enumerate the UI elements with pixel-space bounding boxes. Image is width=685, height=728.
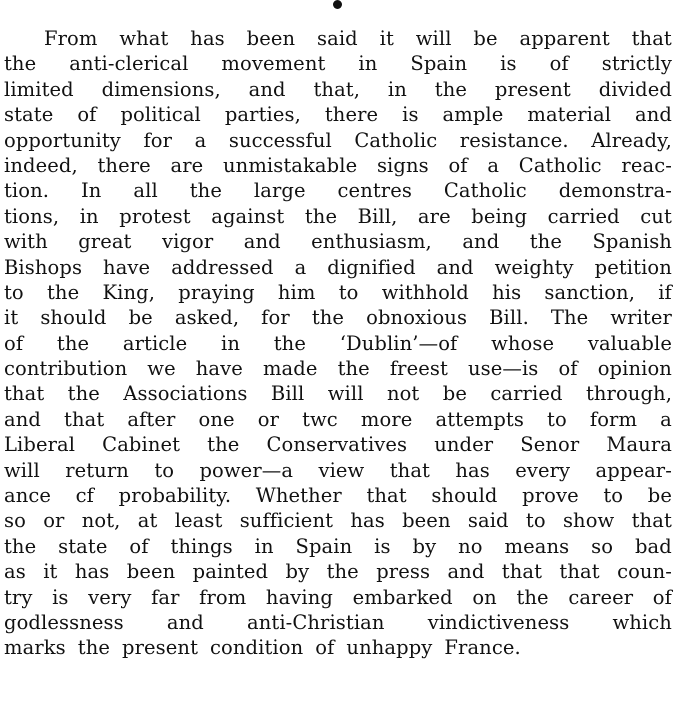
article-line: it should be asked, for the obnoxious Bill. The writer bbox=[4, 306, 672, 330]
article-line: with great vigor and enthusiasm, and the Spanish bbox=[4, 230, 672, 254]
article-line: that the Associations Bill will not be carried through, bbox=[4, 382, 672, 406]
article-line: the state of things in Spain is by no means so bad bbox=[4, 534, 672, 558]
article-line: indeed, there are unmistakable signs of a Catholic reac- bbox=[4, 153, 672, 177]
article-line: godlessness and anti-Christian vindictiveness which bbox=[4, 610, 672, 634]
article-line: Liberal Cabinet the Conservatives under Senor Maura bbox=[4, 433, 672, 457]
article-line: so or not, at least sufficient has been said to show that bbox=[4, 509, 672, 533]
article-line: tions, in protest against the Bill, are being carried cut bbox=[4, 204, 672, 228]
article-line: of the article in the ‘Dublin’—of whose valuable bbox=[4, 331, 672, 355]
article-line: limited dimensions, and that, in the present divided bbox=[4, 77, 672, 101]
article-line: will return to power—a view that has every appear- bbox=[4, 458, 672, 482]
article-line: From what has been said it will be apparent that bbox=[44, 27, 672, 50]
article-line: marks the present condition of unhappy France. bbox=[4, 636, 521, 660]
article-body bbox=[4, 26, 672, 661]
article-line: tion. In all the large centres Catholic demonstra- bbox=[4, 179, 672, 203]
article-line: opportunity for a successful Catholic resistance. Already, bbox=[4, 128, 672, 152]
article-line: state of political parties, there is ample material and bbox=[4, 103, 672, 127]
printing-mark bbox=[333, 0, 342, 9]
article-line: contribution we have made the freest use—is of opinion bbox=[4, 357, 672, 381]
article-line: try is very far from having embarked on the career of bbox=[4, 585, 672, 609]
article-line: as it has been painted by the press and that that coun- bbox=[4, 560, 672, 584]
article-line: and that after one or twc more attempts to form a bbox=[4, 407, 672, 431]
article-line: ance cf probability. Whether that should prove to be bbox=[4, 484, 672, 508]
article-line: Bishops have addressed a dignified and weighty petition bbox=[4, 255, 672, 279]
article-line: to the King, praying him to withhold his sanction, if bbox=[4, 280, 672, 304]
article-line: the anti-clerical movement in Spain is of strictly bbox=[4, 52, 672, 76]
